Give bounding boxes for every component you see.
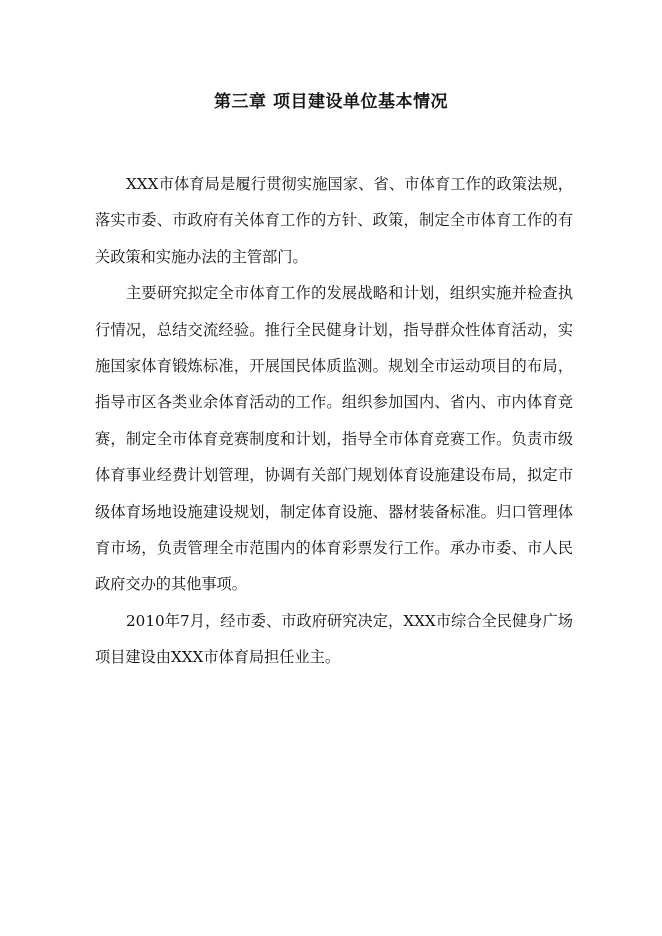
paragraph-agency-role: XXX市体育局是履行贯彻实施国家、省、市体育工作的政策法规，落实市委、市政府有关体育工作的方针、政策，制定全市体育工作的有关政策和实施办法的主管部门。 xyxy=(95,175,573,266)
document-body xyxy=(95,166,573,676)
paragraph-main-duties: 主要研究拟定全市体育工作的发展战略和计划，组织实施并检查执行情况，总结交流经验。推行全民健身计划，指导群众性体育活动，实施国家体育锻炼标准，开展国民体质监测。规划全市运动项目的布局，指导市区各类业余体育活动的工作。组织参加国内、省内、市内体育竞赛，制定全市体育竞赛制度和计划，指导全市体育竞赛工作。负责市级体育事业经费计划管理，协调有关部门规划体育设施建设布局，拟定市级体育场地设施建设规划，制定体育设施、器材装备标准。归口管理体育市场，负责管理全市范围内的体育彩票发行工作。承办市委、市人民政府交办的其他事项。 xyxy=(95,284,573,594)
paragraph-project-owner: 2010年7月，经市委、市政府研究决定，XXX市综合全民健身广场项目建设由XXX市体育局担任业主。 xyxy=(95,611,573,667)
chapter-title: 第三章 项目建设单位基本情况 xyxy=(214,92,448,112)
